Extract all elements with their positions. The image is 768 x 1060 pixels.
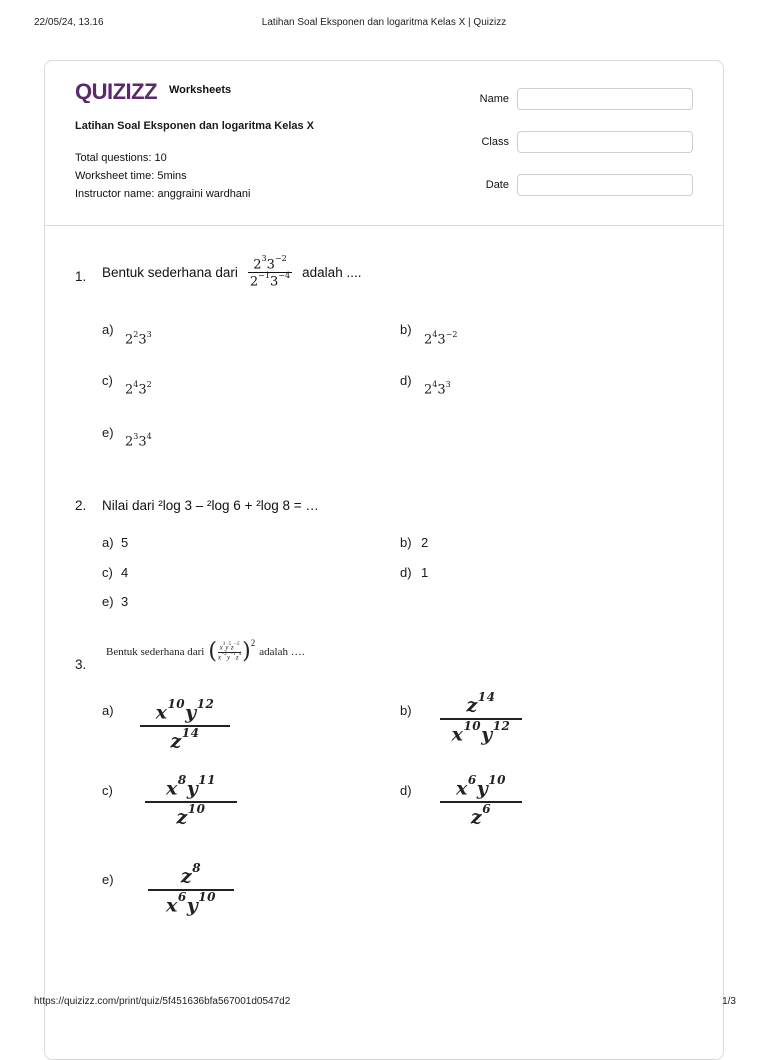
- q3-option-a-value[interactable]: $x^{10}y^{12}$ $z^{14}$: [140, 700, 230, 753]
- q2-option-b-value[interactable]: 2: [421, 535, 429, 550]
- total-questions: Total questions: 10: [75, 152, 167, 164]
- page-number: 1/3: [722, 996, 736, 1007]
- question-1-prefix: Bentuk sederhana dari: [102, 265, 238, 281]
- q3-option-c-value[interactable]: $x^8y^{11}$ $z^{10}$: [145, 776, 237, 829]
- q3-option-d-letter: d): [400, 783, 412, 798]
- class-field[interactable]: [517, 131, 693, 153]
- question-3-number: 3.: [75, 657, 87, 672]
- question-2-number: 2.: [75, 498, 87, 513]
- q1-option-d-letter: d): [400, 373, 412, 388]
- q3-option-b-value[interactable]: $z^{14}$ $x^{10}y^{12}$: [440, 693, 522, 746]
- class-label: Class: [481, 136, 509, 148]
- question-3-text: Bentuk sederhana dari ( $x^3y^5z^{-5}$ $x^{-2}y^{-1}z^4$ ) 2 adalah ….: [106, 638, 305, 664]
- q3-option-a-letter: a): [102, 703, 114, 718]
- date-label: Date: [485, 179, 509, 191]
- q1-option-e-letter: e): [102, 425, 114, 440]
- print-url[interactable]: https://quizizz.com/print/quiz/5f451636bfa567001d0547d2: [34, 996, 291, 1007]
- worksheet-title: Latihan Soal Eksponen dan logaritma Kelas X: [75, 120, 315, 132]
- q3-option-e-letter: e): [102, 872, 114, 887]
- q2-option-d-letter: d): [400, 565, 412, 580]
- question-1-text: [102, 256, 361, 290]
- quizizz-logo: [75, 79, 231, 103]
- q1-option-c-letter: c): [102, 373, 113, 388]
- name-label: Name: [479, 93, 509, 105]
- question-1-fraction: $\frac{2^33^{-2}}{2^{-1}3^{-4}}$: [249, 254, 291, 290]
- question-3-prefix: Bentuk sederhana dari: [106, 646, 205, 658]
- q2-option-c-letter: c): [102, 565, 113, 580]
- logo-wordmark: QUIZIZZ: [75, 79, 158, 103]
- print-datetime: 22/05/24, 13.16: [34, 17, 104, 28]
- q1-option-c-value[interactable]: $2^43^2$: [125, 380, 152, 398]
- q3-option-d-value[interactable]: $x^6y^{10}$ $z^6$: [440, 776, 522, 829]
- print-doc-title: Latihan Soal Eksponen dan logaritma Kelas X | Quizizz: [261, 17, 507, 28]
- q3-option-e-value[interactable]: $z^8$ $x^6y^{10}$: [148, 864, 234, 917]
- q1-option-d-value[interactable]: $2^43^3$: [424, 380, 451, 398]
- q2-option-a-letter: a): [102, 535, 114, 550]
- worksheet-header: [45, 61, 723, 226]
- q1-option-a-letter: a): [102, 322, 114, 337]
- q2-option-b-letter: b): [400, 535, 412, 550]
- quizizz-logo-icon: [75, 79, 163, 103]
- q1-option-b-letter: b): [400, 322, 412, 337]
- date-field[interactable]: [517, 174, 693, 196]
- worksheet-time: Worksheet time: 5mins: [75, 170, 187, 182]
- name-field[interactable]: [517, 88, 693, 110]
- question-1-suffix: adalah ....: [302, 265, 362, 281]
- q1-option-e-value[interactable]: $2^33^4$: [125, 432, 152, 450]
- q2-option-e-value[interactable]: 3: [121, 594, 129, 609]
- q2-option-a-value[interactable]: 5: [121, 535, 129, 550]
- question-3-fraction: $x^3y^5z^{-5}$ $x^{-2}y^{-1}z^4$: [217, 642, 242, 661]
- question-2-text: Nilai dari ²log 3 – ²log 6 + ²log 8 = …: [102, 498, 319, 513]
- worksheets-label: Worksheets: [169, 84, 232, 96]
- worksheet-card: [44, 60, 724, 1060]
- q2-option-d-value[interactable]: 1: [421, 565, 429, 580]
- q2-option-e-letter: e): [102, 594, 114, 609]
- q3-option-c-letter: c): [102, 783, 113, 798]
- q1-option-b-value[interactable]: $2^43^{-2}$: [424, 330, 458, 348]
- q3-option-b-letter: b): [400, 703, 412, 718]
- question-3-suffix: adalah ….: [259, 646, 305, 658]
- q2-option-c-value[interactable]: 4: [121, 565, 129, 580]
- instructor-name: Instructor name: anggraini wardhani: [75, 188, 251, 200]
- question-1-number: 1.: [75, 269, 87, 284]
- q1-option-a-value[interactable]: $2^23^3$: [125, 330, 152, 348]
